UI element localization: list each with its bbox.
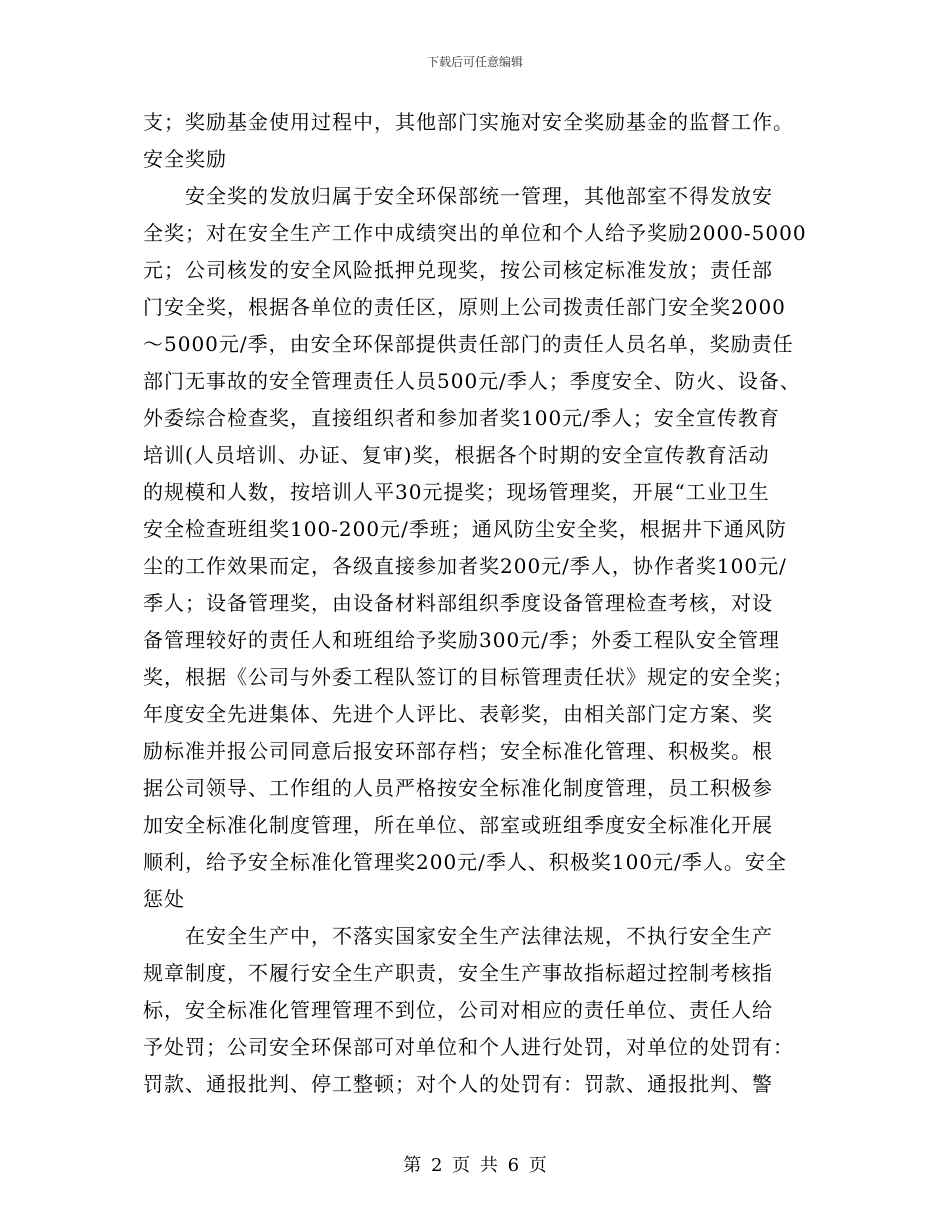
text-line: 全奖；对在安全生产工作中成绩突出的单位和个人给予奖励2000-5000 xyxy=(143,221,807,245)
text-line: ～5000元/季，由安全环保部提供责任部门的责任人员名单，奖励责任 xyxy=(143,332,794,356)
text-line: 门安全奖，根据各单位的责任区，原则上公司拨责任部门安全奖2000 xyxy=(143,295,786,319)
text-line: 惩处 xyxy=(143,887,185,911)
text-line: 外委综合检查奖，直接组织者和参加者奖100元/季人；安全宣传教育 xyxy=(143,406,780,430)
text-line: 安全奖的发放归属于安全环保部统一管理，其他部室不得发放安 xyxy=(185,184,773,208)
text-line: 加安全标准化制度管理，所在单位、部室或班组季度安全标准化开展 xyxy=(143,813,773,837)
text-line: 尘的工作效果而定，各级直接参加者奖200元/季人，协作者奖100元/ xyxy=(143,554,787,578)
text-line: 顺利，给予安全标准化管理奖200元/季人、积极奖100元/季人。安全 xyxy=(143,850,787,874)
page-number: 第 2 页 共 6 页 xyxy=(403,1155,547,1176)
text-line: 规章制度，不履行安全生产职责，安全生产事故指标超过控制考核指 xyxy=(143,961,773,985)
text-line: 支；奖励基金使用过程中，其他部门实施对安全奖励基金的监督工作。 xyxy=(143,110,794,134)
text-line: 在安全生产中，不落实国家安全生产法律法规，不执行安全生产 xyxy=(185,924,773,948)
text-line: 的规模和人数，按培训人平30元提奖；现场管理奖，开展“工业卫生 xyxy=(143,480,770,504)
text-line: 年度安全先进集体、先进个人评比、表彰奖，由相关部门定方案、奖 xyxy=(143,702,773,726)
text-line: 安全检查班组奖100-200元/季班；通风防尘安全奖，根据井下通风防 xyxy=(143,517,787,541)
text-line: 据公司领导、工作组的人员严格按安全标准化制度管理，员工积极参 xyxy=(143,776,773,800)
page-header: 下载后可任意编辑 xyxy=(426,55,523,69)
text-line: 季人；设备管理奖，由设备材料部组织季度设备管理检查考核，对设 xyxy=(143,591,773,615)
text-line: 予处罚；公司安全环保部可对单位和个人进行处罚，对单位的处罚有： xyxy=(143,1035,794,1059)
text-line: 元；公司核发的安全风险抵押兑现奖，按公司核定标准发放；责任部 xyxy=(143,258,773,282)
text-line: 奖，根据《公司与外委工程队签订的目标管理责任状》规定的安全奖； xyxy=(143,665,794,689)
text-line: 励标准并报公司同意后报安环部存档；安全标准化管理、积极奖。根 xyxy=(143,739,773,763)
text-line: 备管理较好的责任人和班组给予奖励300元/季；外委工程队安全管理 xyxy=(143,628,780,652)
text-line: 安全奖励 xyxy=(143,147,227,171)
text-line: 标，安全标准化管理管理不到位，公司对相应的责任单位、责任人给 xyxy=(143,998,773,1022)
document-body xyxy=(143,104,813,1103)
text-line: 部门无事故的安全管理责任人员500元/季人；季度安全、防火、设备、 xyxy=(143,369,801,393)
text-line: 罚款、通报批判、停工整顿；对个人的处罚有：罚款、通报批判、警 xyxy=(143,1072,773,1096)
text-line: 培训(人员培训、办证、复审)奖，根据各个时期的安全宣传教育活动 xyxy=(143,443,770,467)
